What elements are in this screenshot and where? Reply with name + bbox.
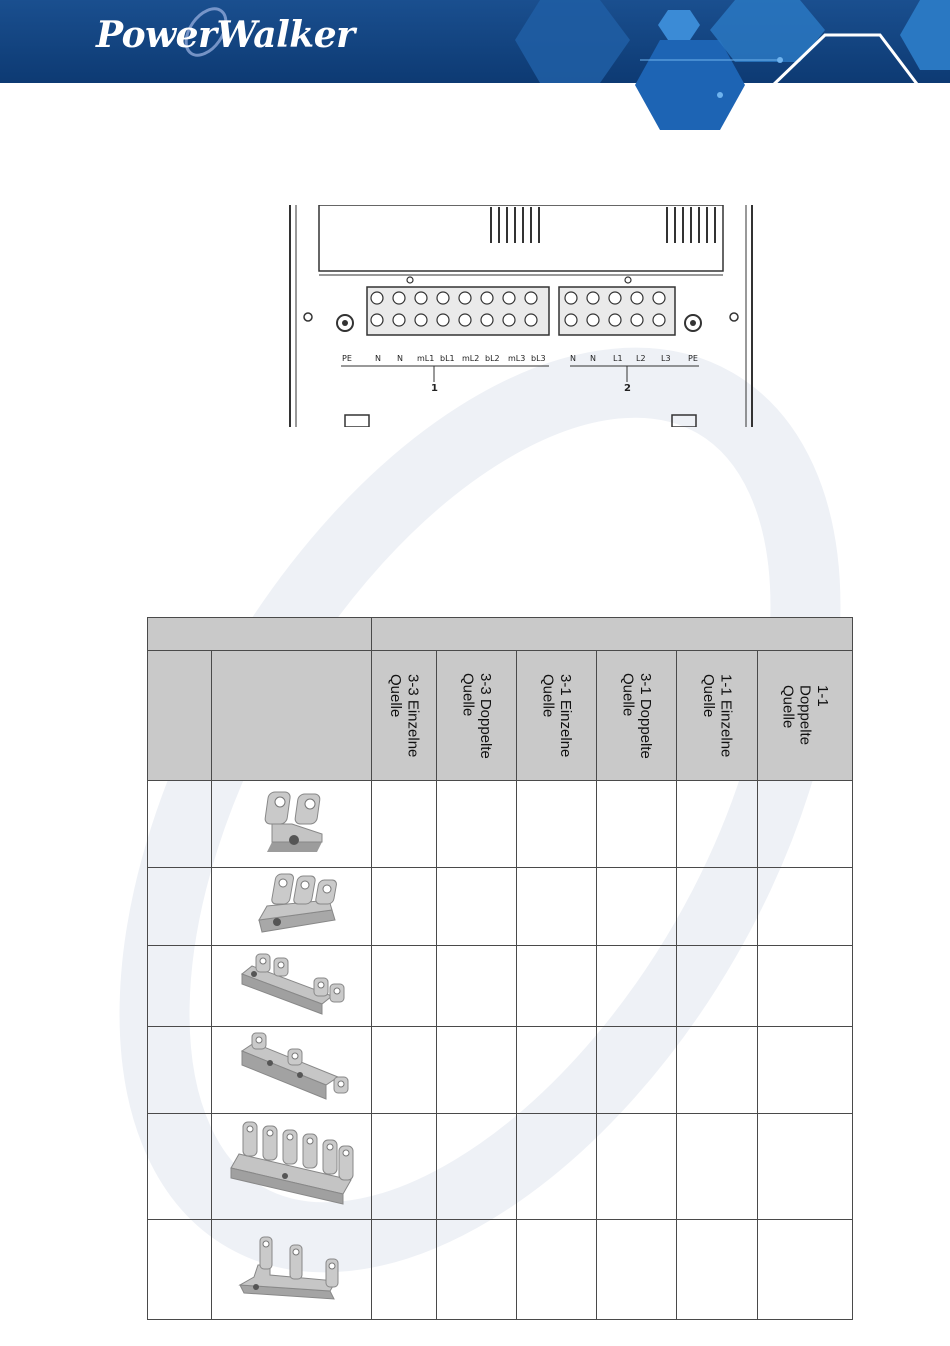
part-image-cell bbox=[212, 1027, 372, 1114]
table-cell bbox=[372, 781, 437, 868]
table-cell bbox=[437, 1114, 517, 1220]
col-header-text: 1-1 Einzelne Quelle bbox=[700, 673, 735, 758]
table-cell bbox=[597, 1027, 677, 1114]
table-cell bbox=[597, 868, 677, 946]
terminal-label: L3 bbox=[661, 354, 671, 363]
table-cell bbox=[437, 946, 517, 1027]
table-cell bbox=[758, 1027, 853, 1114]
table-cell bbox=[517, 781, 597, 868]
busbar-4-hole-icon bbox=[232, 948, 352, 1024]
table-cell bbox=[437, 1027, 517, 1114]
table-cell bbox=[758, 868, 853, 946]
part-image-cell bbox=[212, 868, 372, 946]
table-cell bbox=[758, 1114, 853, 1220]
terminal-label: PE bbox=[688, 354, 698, 363]
table-cell bbox=[758, 946, 853, 1027]
col-header bbox=[372, 651, 437, 781]
col-header bbox=[758, 651, 853, 781]
brand-logo: PowerWalker bbox=[96, 14, 355, 56]
table-cell bbox=[597, 1114, 677, 1220]
terminal-label: mL1 bbox=[417, 354, 435, 363]
table-cell bbox=[372, 946, 437, 1027]
busbar-7-hole-icon bbox=[230, 1225, 354, 1315]
table-row bbox=[148, 868, 853, 946]
terminal-label: N bbox=[590, 354, 596, 363]
terminal-label: bL1 bbox=[440, 354, 455, 363]
col-header-text: 3-3 Einzelne Quelle bbox=[387, 673, 422, 758]
table-row bbox=[148, 1114, 853, 1220]
terminal-label: L1 bbox=[613, 354, 623, 363]
col-header bbox=[437, 651, 517, 781]
busbar-2-hole-icon bbox=[242, 784, 342, 864]
table-cell bbox=[758, 781, 853, 868]
table-cell bbox=[517, 1220, 597, 1320]
terminal-label: bL2 bbox=[485, 354, 500, 363]
busbar-3-hole-icon bbox=[237, 870, 347, 944]
table-cell bbox=[597, 946, 677, 1027]
header-banner bbox=[0, 0, 950, 132]
terminal-label: bL3 bbox=[531, 354, 546, 363]
table-cell bbox=[677, 1114, 758, 1220]
no-header-cell bbox=[148, 651, 212, 781]
table-cell bbox=[677, 1027, 758, 1114]
table-cell bbox=[517, 1027, 597, 1114]
col-header-text: 3-1 Einzelne Quelle bbox=[539, 673, 574, 758]
busbar-5-hole-icon bbox=[230, 1029, 354, 1111]
table-row bbox=[148, 781, 853, 868]
terminal-drawing bbox=[287, 205, 755, 427]
col-header-text: 1-1 Doppelte Quelle bbox=[779, 685, 831, 746]
header-left-cell bbox=[148, 618, 372, 651]
col-header-text: 3-1 Doppelte Quelle bbox=[619, 672, 654, 759]
table-cell bbox=[758, 1220, 853, 1320]
group-number: 2 bbox=[624, 383, 631, 394]
row-number-cell bbox=[148, 868, 212, 946]
table-cell bbox=[597, 781, 677, 868]
table-cell bbox=[677, 1220, 758, 1320]
table-cell bbox=[677, 781, 758, 868]
part-header-cell bbox=[212, 651, 372, 781]
table-row bbox=[148, 1027, 853, 1114]
terminal-label: N bbox=[375, 354, 381, 363]
table-cell bbox=[517, 946, 597, 1027]
terminal-label: N bbox=[397, 354, 403, 363]
terminal-block-diagram bbox=[287, 205, 755, 427]
terminal-label: mL3 bbox=[508, 354, 526, 363]
row-number-cell bbox=[148, 781, 212, 868]
part-image-cell bbox=[212, 1114, 372, 1220]
col-header bbox=[677, 651, 758, 781]
terminal-label: mL2 bbox=[462, 354, 480, 363]
group-number: 1 bbox=[431, 383, 438, 394]
table-row bbox=[148, 1220, 853, 1320]
part-image-cell bbox=[212, 1220, 372, 1320]
busbar-6-hole-icon bbox=[225, 1118, 359, 1216]
header-right-cell bbox=[372, 618, 853, 651]
table-cell bbox=[372, 868, 437, 946]
terminal-label: N bbox=[570, 354, 576, 363]
table-cell bbox=[437, 868, 517, 946]
row-number-cell bbox=[148, 1220, 212, 1320]
table-cell bbox=[517, 868, 597, 946]
table-row bbox=[148, 946, 853, 1027]
part-image-cell bbox=[212, 781, 372, 868]
col-header-text: 3-3 Doppelte Quelle bbox=[459, 672, 494, 759]
table-cell bbox=[677, 868, 758, 946]
table-cell bbox=[437, 781, 517, 868]
busbar-table bbox=[147, 617, 853, 1320]
col-header bbox=[597, 651, 677, 781]
row-number-cell bbox=[148, 1027, 212, 1114]
terminal-label: PE bbox=[342, 354, 352, 363]
row-number-cell bbox=[148, 946, 212, 1027]
row-number-cell bbox=[148, 1114, 212, 1220]
table-cell bbox=[372, 1027, 437, 1114]
table-cell bbox=[597, 1220, 677, 1320]
table-cell bbox=[372, 1220, 437, 1320]
terminal-label: L2 bbox=[636, 354, 646, 363]
col-header bbox=[517, 651, 597, 781]
table-cell bbox=[517, 1114, 597, 1220]
table-cell bbox=[372, 1114, 437, 1220]
table-cell bbox=[437, 1220, 517, 1320]
table-cell bbox=[677, 946, 758, 1027]
part-image-cell bbox=[212, 946, 372, 1027]
